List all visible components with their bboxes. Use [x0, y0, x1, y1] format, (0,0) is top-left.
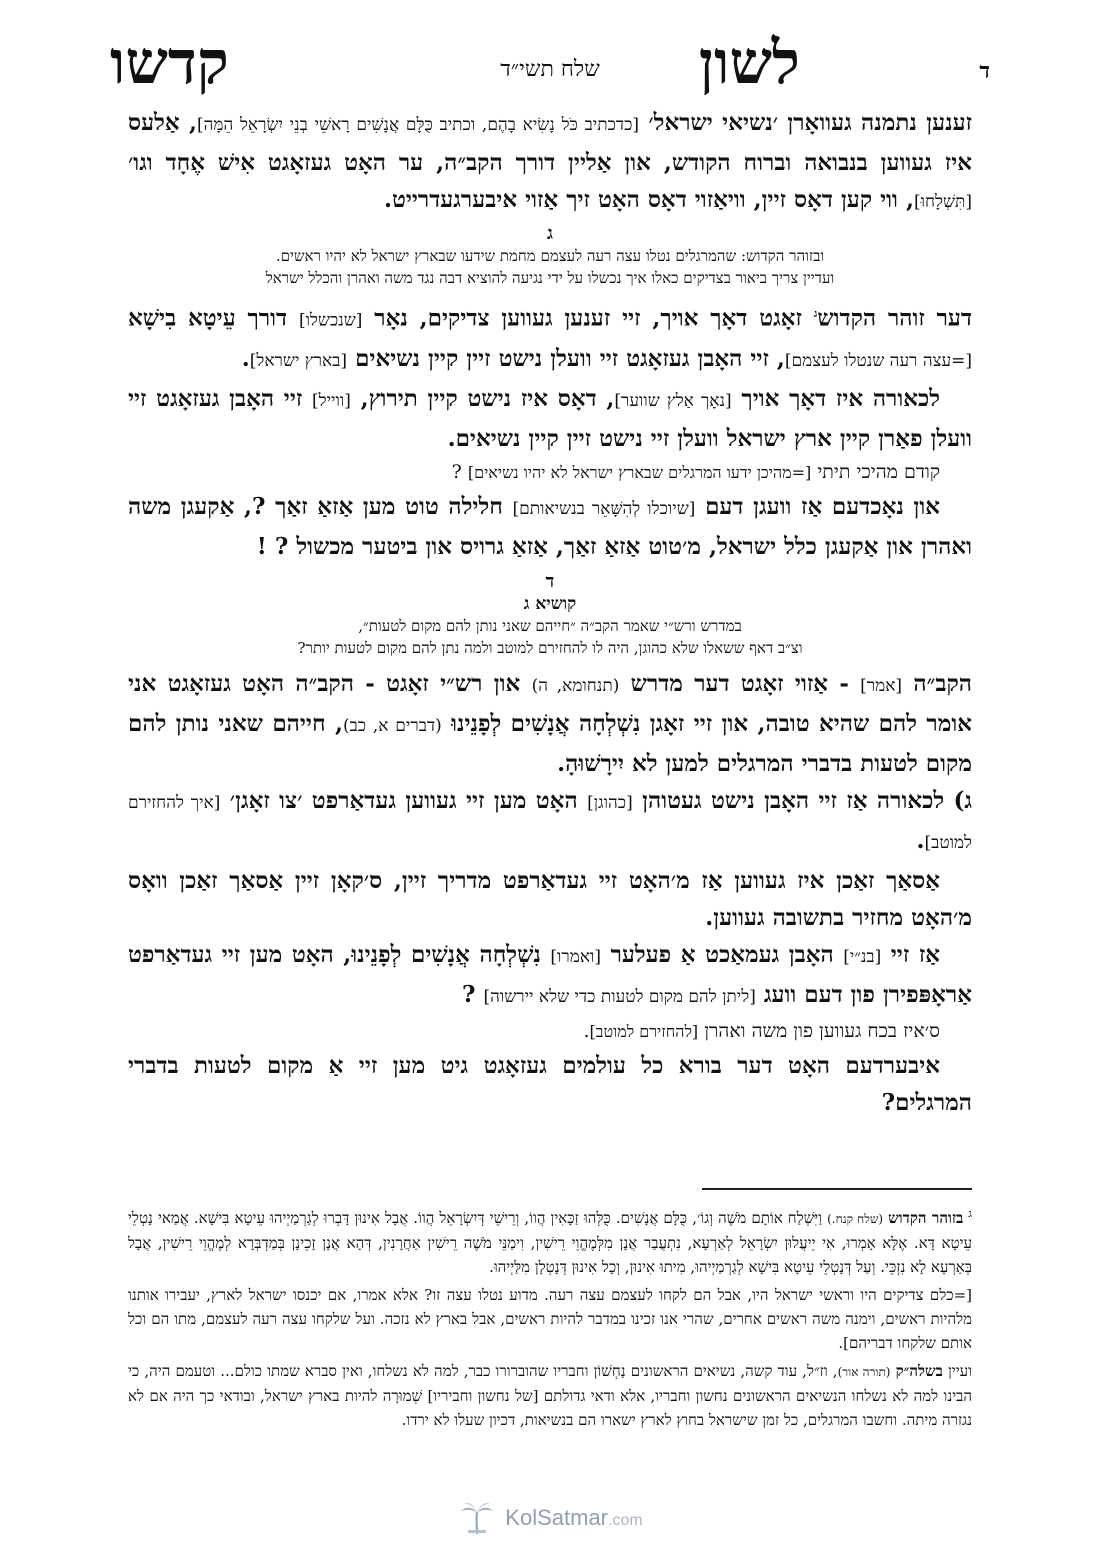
- section-d-summary-2: וצ״ב דאף ששאלו שלא כהוגן, היה לו להחזירם למוטב ולמה נתן להם מקום לטעות יותר?: [297, 638, 803, 657]
- section-d-summary-1: במדרש ורש״י שאמר הקב״ה ״חייהם שאני נותן להם מקום לטעות״,: [358, 616, 742, 635]
- paragraph: אַז זיי [בנ״י] האָבן געמאַכט אַ פעלער [ואמרו] נִשְׁלְחָה אֲנָשִׁים לְפָנֵינוּ, האָט מען זיי געדאַרפט אַראָפּפירן פון דעם וועג [ליתן להם מקום לטעות כדי שלא יירשוה] ?: [128, 940, 972, 1008]
- footnote-divider: [702, 1188, 972, 1190]
- footnote: ועיין בשלה״ק (תורה אור), וז״ל, עוד קשה, נשיאים הראשונים נַחְשׁוֹן וחבריו שהוברורו כבר, למה לא נשלחו, ואין סברא שמתו כולם... וטעמם היה, כי הבינו למה לא נשלחו הנשיאים הראשונים נחשון וחבריו, אלא ודאי גדולתם [של נחשון וחביריו] שְׁמוּרָה להיות בארץ ישראל, ובודאי כך היה אם לא נגזרה מיתה. וחשבו המרגלים, כל זמן שישראל בחוץ לארץ ישארו הם בנשיאות, דכיון שעלו לא ירדו.: [128, 1362, 972, 1429]
- palm-tree-icon: [457, 1500, 497, 1536]
- logo-tld: .com: [608, 1512, 643, 1529]
- section-letter-d: ד: [545, 570, 555, 592]
- site-logo: [0, 1500, 1100, 1540]
- paragraph: און נאָכדעם אַז וועגן דעם [שיוכלו לְהִשָּׁאֵר בנשיאותם] חלילה טוט מען אַזאַ זאַך ?, אַקעגן משה ואהרן און אַקעגן כלל ישראל, מ׳טוט אַזאַ זאַך, אַזאַ גרויס און ביטער מכשול ? !: [128, 492, 972, 560]
- section-letter-g: ג: [547, 223, 553, 244]
- footnote-marker: ג: [813, 307, 818, 320]
- intro-paragraph: זענען נתמנה געוואָרן ׳נשיאי ישראל׳ [כדכתיב כֹּל נָשִׂיא בָהֶם, וכתיב כֻּלָּם אֲנָשִׁים רָאשֵׁי בְנֵי יִשְׂרָאֵל הֵמָּה], אַלעס איז געווען בנבואה וברוח הקודש, און אַליין דורך הקב״ה, ער האָט געזאָגט אִישׁ אֶחָד וגו׳ [תִּשְׁלָחוּ], ווי קען דאָס זיין, וויאַזוי דאָס האָט זיך אַזוי איבערגעדרייט.: [128, 109, 972, 213]
- paragraph: איבערדעם האָט דער בורא כל עולמים געזאָגט גיט מען זיי אַ מקום לטעות בדברי המרגלים?: [128, 1051, 972, 1116]
- paragraph: דער זוהר הקדוש$^ג$ זאָגט דאָך אויך, זיי זענען געווען צדיקים, נאָר [שנכשלו] דורך עֵיטָא בִישָׁא [=עצה רעה שנטלו לעצמם], זיי האָבן געזאָגט זיי וועלן נישט זיין קיין נשיאים [בארץ ישראל].: [128, 304, 972, 372]
- paragraph: קודם מהיכי תיתי [=מהיכן ידעו המרגלים שבארץ ישראל לא יהיו נשיאים] ?: [451, 460, 940, 483]
- footnote: $^ג$ בזוהר הקדוש (שלח קנח.) וַיִּשְׁלַח אוֹתָם מֹשֶׁה וְגוֹ׳, כֻּלָּם אֲנָשִׁים. כֻּלְּהוּ זַכָּאִין הֲווֹ, וְרֵישֵׁי דְּיִשְׂרָאֵל הֲווֹ. אֲבָל אִינוּן דָּבְרוּ לְגַרְמַיְיהוּ עֵיטָא בִּישָׁא. אֲמַאי נָטְלֵי עֵיטָא דָּא. אֶלָּא אָמְרוּ, אִי יֵיעֲלוּן יִשְׂרָאֵל לְאַרְעָא, נִתְעֲבַר אֲנָן מִלְּמֶהֱוֵי רֵישִׁין, וִימַנֵּי מֹשֶׁה רֵישִׁין אַחֲרָנִין, דְּהָא אֲנָן זָכֵינָן בְּמַדְבְּרָא לְמֶהֱוֵי רֵישִׁין, אֲבָל בְּאַרְעָא לָא נִזְכֵּי. וְעַל דְּנָטְלֵי עֵיטָא בִּישָׁא לְגַרְמַיְיהוּ, מִיתוּ אִינוּן, וְכָל אִינוּן דְּנָטְלָן מִלַּיְיהוּ.: [128, 1207, 972, 1276]
- footnote-translation: [=כלם צדיקים היו וראשי ישראל היו, אבל הם לקחו לעצמם עצה רעה. מדוע נטלו עצה זו? אלא אמרו, אם יכנסו ישראל לארץ, יעבירו אותנו מלהיות ראשים, וימנה משה ראשים אחרים, שהרי אנו זכינו במדבר להיות ראשים, אבל בארץ לא נזכה. ועל שלקחו עצה רעה לעצמם, מתו הם וכל אותם שלקחו דבריהם].: [128, 1286, 972, 1352]
- footnotes: [128, 1202, 972, 1436]
- parsha-year: שלח תשי״ד: [500, 57, 600, 82]
- logo-name: KolSatmar: [505, 1505, 609, 1530]
- section-g-summary-2: ועדיין צריך ביאור בצדיקים כאלו איך נכשלו על ידי נגיעה להוציא דבה נגד משה ואהרן והכלל ישראל: [265, 269, 835, 287]
- paragraph: הקב״ה [אמר] - אַזוי זאָגט דער מדרש (תנחומא, ה) און רש״י זאָגט - הקב״ה האָט געזאָגט אני אומר להם שהיא טובה, און זיי זאָגן נִשְׁלְחָה אֲנָשִׁים לְפָנֵינוּ (דברים א, כב), חייהם שאני נותן להם מקום לטעות בדברי המרגלים למען לא יִירָשׁוּהָ.: [128, 669, 972, 777]
- main-text: [128, 104, 972, 1121]
- page-header: [110, 28, 990, 98]
- paragraph: אַסאַך זאַכן איז געווען אַז מ׳האָט זיי געדאַרפט מדריך זיין, ס׳קאָן זיין אַסאַך זאַכן וואָס מ׳האָט מחזיר בתשובה געווען.: [128, 866, 972, 931]
- running-title-right: לשון: [698, 28, 800, 98]
- section-g-summary-1: ובזוהר הקדוש: שהמרגלים נטלו עצה רעה לעצמם מחמת שידעו שבארץ ישראל לא יהיו ראשים.: [275, 247, 825, 265]
- footnote-marker: ג: [968, 1207, 972, 1220]
- section-d-title: קושיא ג: [523, 593, 577, 614]
- paragraph: לכאורה איז דאָך אויך [נאָך אַלץ שווער], דאָס איז נישט קיין תירוץ, [ווייל] זיי האָבן געזאָגט זיי וועלן פאַרן קיין ארץ ישראל וועלן זיי נישט זיין קיין נשיאים.: [128, 384, 972, 452]
- paragraph: ס׳איז בכח געווען פון משה ואהרן [להחזירם למוטב].: [583, 1019, 940, 1042]
- running-title-left: קדשו: [110, 28, 229, 98]
- paragraph: ג) לכאורה אַז זיי האָבן נישט געטוהן [כהוגן] האָט מען זיי געווען געדאַרפט ׳צו זאָגן׳ [איך להחזירם למוטב].: [128, 786, 972, 854]
- page-number: ד: [979, 58, 990, 84]
